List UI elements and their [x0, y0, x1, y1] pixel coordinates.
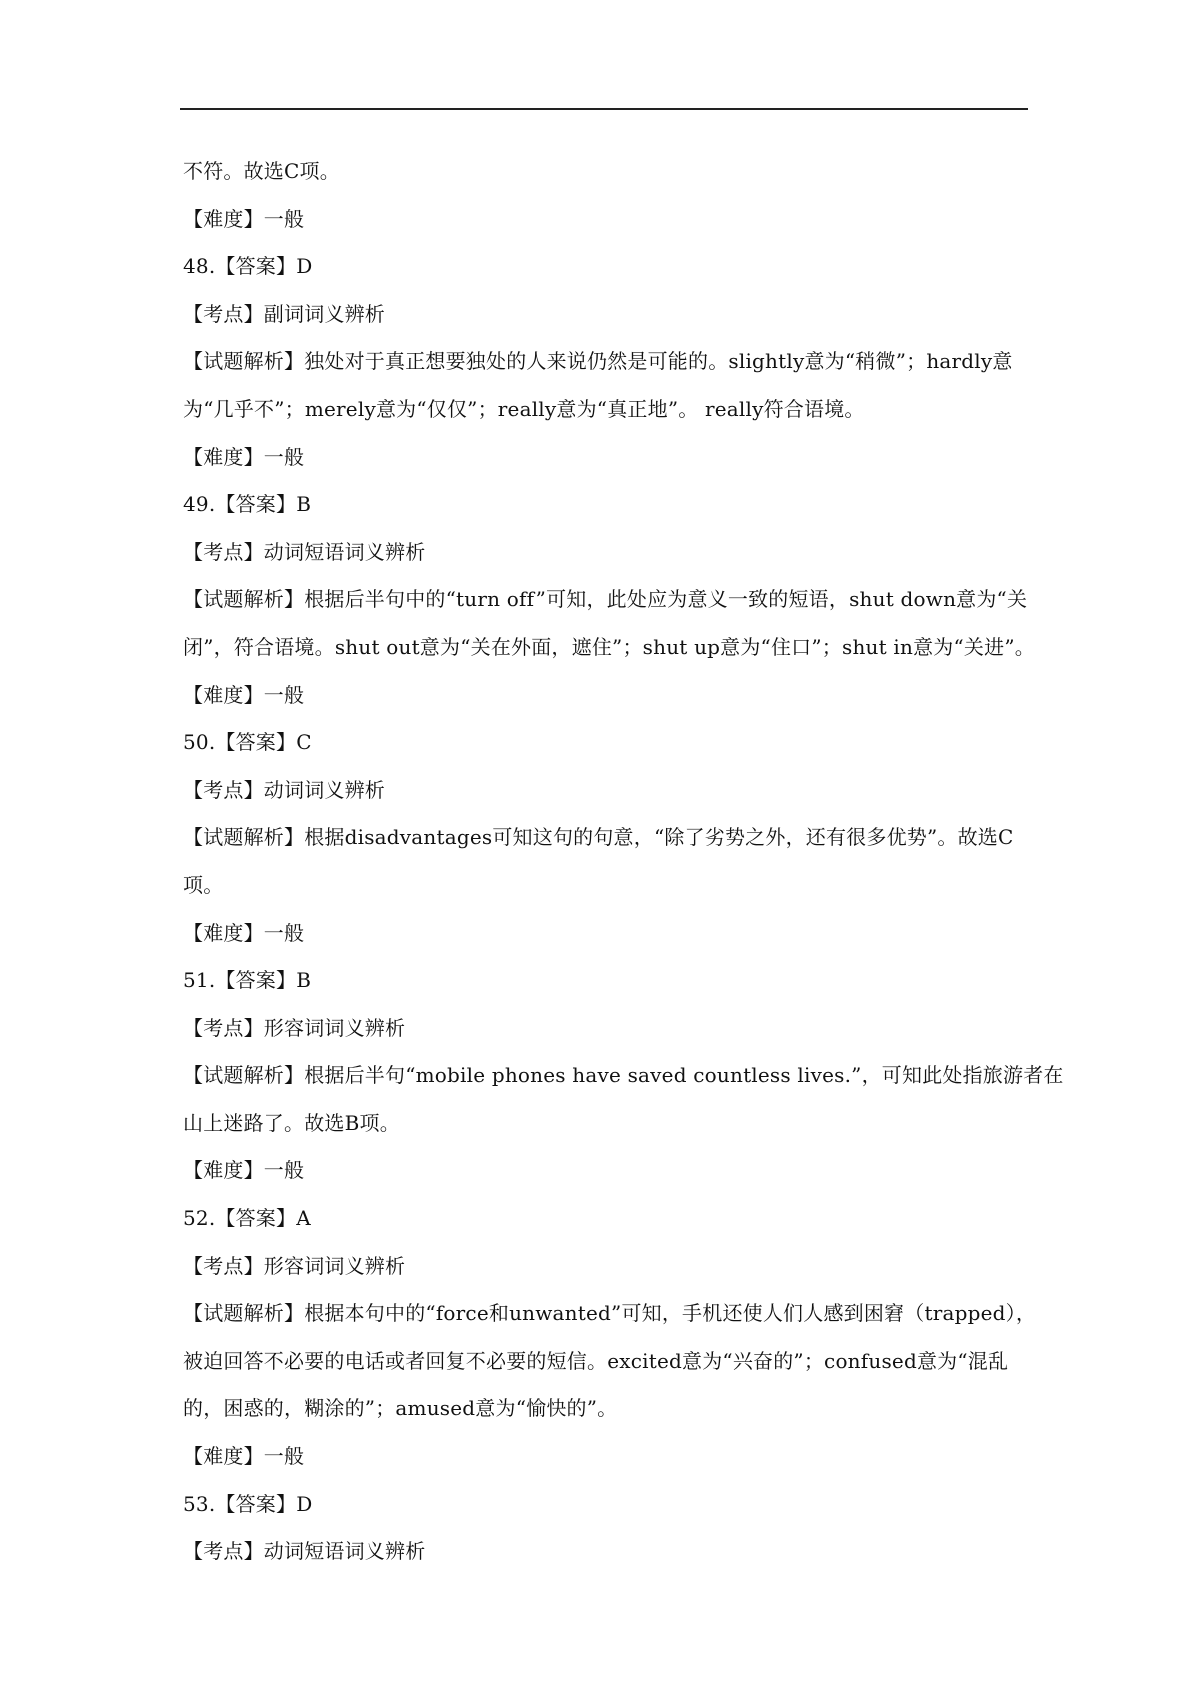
analysis-line-52-cont: 被迫回答不必要的电话或者回复不必要的短信。excited意为“兴奋的”；confused意为“混乱	[183, 1348, 1009, 1373]
topic-line-50: 【考点】动词词义辨析	[183, 777, 385, 802]
answer-line-52: 52.【答案】A	[183, 1206, 311, 1231]
analysis-line-52-cont2: 的，困惑的，糊涂的”；amused意为“愉快的”。	[183, 1396, 618, 1421]
analysis-line-51-cont: 山上迷路了。故选B项。	[183, 1110, 400, 1135]
text-line: 不符。故选C项。	[183, 159, 340, 183]
difficulty-line-48: 【难度】一般	[183, 444, 305, 469]
analysis-line-49: 【试题解析】根据后半句中的“turn off”可知，此处应为意义一致的短语，shut down意为“关	[183, 587, 1028, 612]
answer-line-51: 51.【答案】B	[183, 968, 312, 993]
answer-line-50: 50.【答案】C	[183, 730, 312, 755]
difficulty-line-51: 【难度】一般	[183, 1158, 305, 1183]
analysis-line-48-cont: 为“几乎不”；merely意为“仅仅”；really意为“真正地”。 really符合语境。	[183, 396, 865, 421]
topic-line-53: 【考点】动词短语词义辨析	[183, 1539, 426, 1564]
topic-line-48: 【考点】副词词义辨析	[183, 301, 385, 326]
analysis-line-50-cont: 项。	[183, 872, 224, 897]
topic-line-49: 【考点】动词短语词义辨析	[183, 539, 426, 564]
answer-line-53: 53.【答案】D	[183, 1491, 313, 1516]
analysis-line-52: 【试题解析】根据本句中的“force和unwanted”可知，手机还使人们人感到困窘（trapped），	[183, 1301, 1037, 1326]
analysis-line-50: 【试题解析】根据disadvantages可知这句的句意，“除了劣势之外，还有很多优势”。故选C	[183, 825, 1014, 850]
header-rule	[180, 108, 1028, 110]
difficulty-line-49: 【难度】一般	[183, 682, 305, 707]
analysis-line-48: 【试题解析】独处对于真正想要独处的人来说仍然是可能的。slightly意为“稍微”；hardly意	[183, 349, 1013, 374]
document-body	[183, 148, 1064, 1576]
analysis-line-51: 【试题解析】根据后半句“mobile phones have saved countless lives.”，可知此处指旅游者在	[183, 1063, 1064, 1088]
topic-line-52: 【考点】形容词词义辨析	[183, 1253, 406, 1278]
difficulty-line-52: 【难度】一般	[183, 1444, 305, 1469]
difficulty-line-50: 【难度】一般	[183, 920, 305, 945]
analysis-line-49-cont: 闭”，符合语境。shut out意为“关在外面，遮住”；shut up意为“住口”；shut in意为“关进”。	[183, 634, 1035, 659]
answer-line-48: 48.【答案】D	[183, 254, 313, 279]
topic-line-51: 【考点】形容词词义辨析	[183, 1015, 406, 1040]
answer-line-49: 49.【答案】B	[183, 492, 312, 517]
difficulty-line: 【难度】一般	[183, 206, 305, 231]
